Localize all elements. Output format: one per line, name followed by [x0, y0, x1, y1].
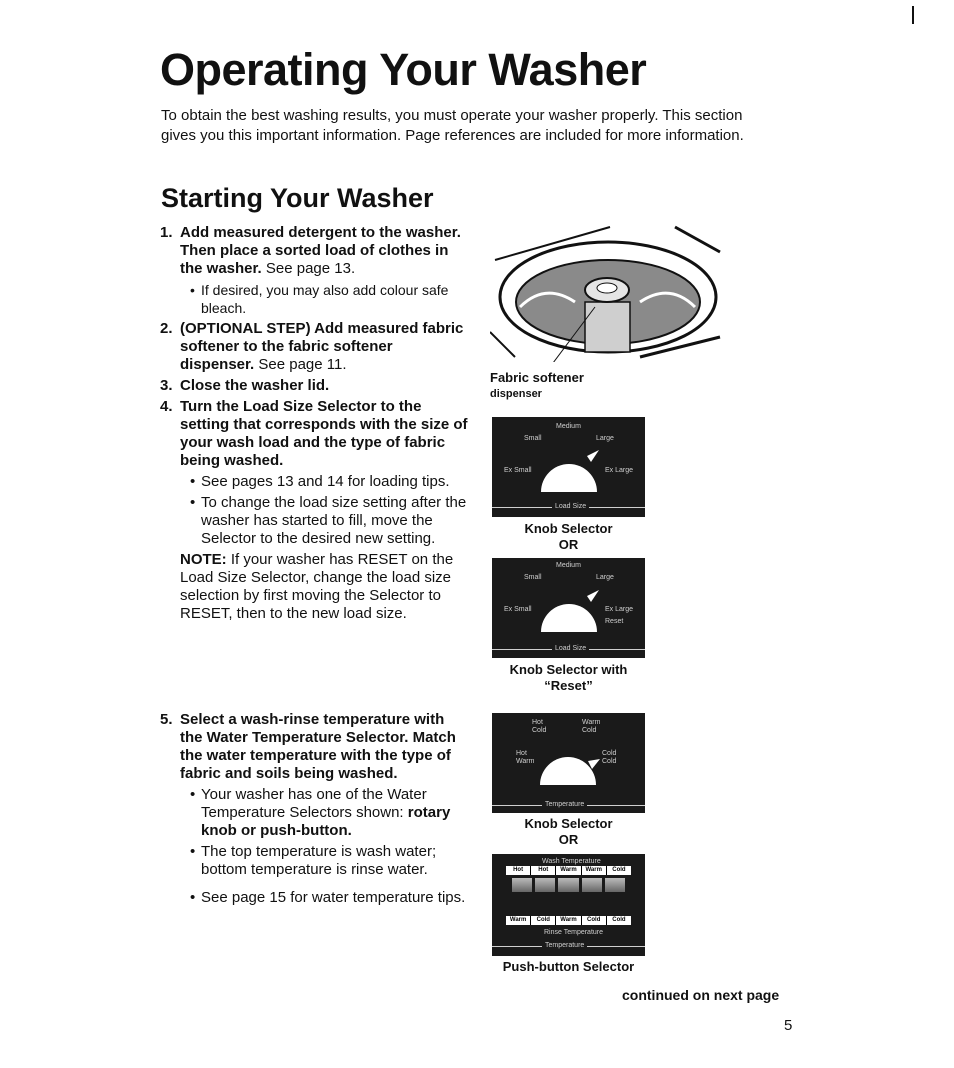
- rinse-temp-buttons: [506, 916, 631, 925]
- washer-tub-illustration: [490, 222, 725, 362]
- section-title: Starting Your Washer: [161, 183, 434, 213]
- rinse-button[interactable]: Cold: [612, 917, 626, 923]
- wash-temp-buttons: [506, 866, 631, 875]
- wash-button[interactable]: Cold: [612, 867, 626, 873]
- knob-selector-caption: Knob Selector OR: [524, 521, 613, 552]
- steps-column-top: [160, 224, 470, 626]
- rinse-button[interactable]: Cold: [531, 916, 556, 925]
- step-2: 2. (OPTIONAL STEP) Add measured fabric softener to the fabric softener dispenser. See page 11.: [160, 320, 464, 373]
- margin-mark: [912, 6, 914, 24]
- wash-button[interactable]: Warm: [556, 866, 581, 875]
- step-5-bullet-1: • Your washer has one of the Water Temperature Selectors shown: rotary knob or push-button.: [190, 786, 470, 840]
- step-3: 3. Close the washer lid.: [160, 377, 330, 394]
- load-size-knob-panel: Medium Small Large Ex Small Ex Large Load Size: [492, 417, 645, 517]
- step-5: 5. Select a wash-rinse temperature with the Water Temperature Selector. Match the water temperature with the type of fabric and soils being washed. • Your washer has one of the Water Temperature Selectors shown: rotary knob or push-button. • The top temperature is wash water; bottom temperature is rinse water. • See page 15 for water temperature tips.: [160, 711, 470, 907]
- steps-column-bottom: [160, 711, 470, 910]
- temperature-knob-panel: Hot Cold Warm Cold Hot Warm Cold Cold Temperature: [492, 713, 645, 813]
- wash-button[interactable]: Hot: [531, 866, 556, 875]
- step-4: 4. Turn the Load Size Selector to the setting that corresponds with the size of your wash load and the type of fabric being washed. • See pages 13 and 14 for loading tips. • To change the load size setting after the washer has started to fill, move the Selector to the desired new setting. NOTE: If your washer has RESET on the Load Size Selector, change the load size selection by first moving the Selector to RESET, then to the new load size.: [160, 398, 470, 623]
- step-4-note: NOTE: If your washer has RESET on the Load Size Selector, change the load size selection by first moving the Selector to RESET, then to the new load size.: [180, 551, 454, 622]
- push-button-keys: [512, 878, 625, 892]
- load-size-reset-knob-icon[interactable]: [537, 582, 601, 632]
- fabric-softener-caption: Fabric softener dispenser: [490, 370, 584, 400]
- load-size-knob-icon[interactable]: [537, 442, 601, 492]
- push-button-panel: Wash Temperature Hot Hot Warm Warm Cold Warm Cold Warm Cold Cold Rinse Temperature Temperature: [492, 854, 645, 956]
- temp-knob-caption: Knob Selector OR: [524, 816, 613, 847]
- page-number: 5: [784, 1017, 793, 1034]
- rinse-button[interactable]: Cold: [582, 916, 607, 925]
- load-size-reset-knob-panel: Medium Small Large Ex Small Ex Large Reset Load Size: [492, 558, 645, 658]
- step-4-bullet-1: • See pages 13 and 14 for loading tips.: [190, 473, 470, 491]
- rinse-button[interactable]: Warm: [556, 916, 581, 925]
- push-button-caption: Push-button Selector: [502, 959, 635, 974]
- wash-button[interactable]: Hot: [506, 866, 531, 875]
- continued-note: continued on next page: [622, 987, 780, 1003]
- intro-paragraph: To obtain the best washing results, you must operate your washer properly. This section gives you this important information. Page references are included for more information.: [161, 107, 744, 144]
- page-title: Operating Your Washer: [160, 44, 647, 95]
- step-4-bullet-2: • To change the load size setting after the washer has started to fill, move the Selector to the desired new setting.: [190, 494, 470, 548]
- wash-button[interactable]: Warm: [582, 866, 607, 875]
- step-1: 1. Add measured detergent to the washer. Then place a sorted load of clothes in the washer. See page 13. • If desired, you may also add colour safe bleach.: [160, 224, 470, 317]
- step-5-bullet-2: • The top temperature is wash water; bottom temperature is rinse water.: [190, 843, 470, 879]
- temperature-knob-icon[interactable]: [536, 735, 600, 785]
- step-1-bullet: • If desired, you may also add colour safe bleach.: [190, 281, 470, 317]
- step-5-bullet-3: • See page 15 for water temperature tips.: [190, 889, 470, 907]
- rinse-button[interactable]: Warm: [506, 916, 531, 925]
- knob-reset-caption: Knob Selector with “Reset”: [509, 662, 628, 693]
